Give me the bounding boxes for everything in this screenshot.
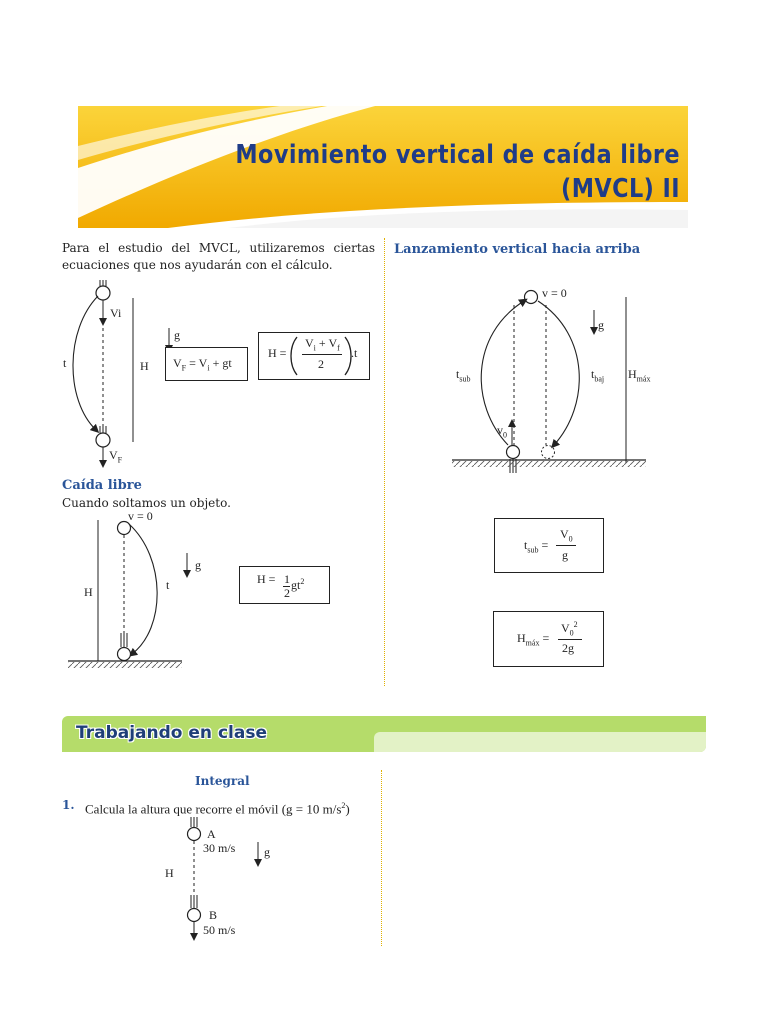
- ball-b: [188, 909, 201, 922]
- label-g: g: [264, 845, 270, 859]
- gravity-arrow-icon: [182, 553, 194, 579]
- paren-left-icon: [289, 335, 299, 377]
- label-v-top: v = 0: [542, 286, 567, 300]
- equation-height-num: $V_i + V_f$: [305, 336, 340, 353]
- label-H: H: [140, 359, 149, 373]
- equation-velocity: $V_F = V_i$ + gt: [173, 356, 232, 373]
- label-v0: v = 0: [128, 509, 153, 523]
- equation-height-tail: .t: [351, 346, 358, 360]
- equation-height-lhs: H =: [268, 346, 287, 360]
- section-heading-caida-libre: Caída libre: [62, 478, 142, 493]
- ball-bottom: [118, 648, 131, 661]
- ball-a: [188, 828, 201, 841]
- label-vi: Vi: [110, 306, 122, 320]
- fraction-bar: [556, 545, 576, 546]
- column-divider-bottom: [381, 770, 382, 946]
- label-v0: $v_0$: [497, 423, 507, 440]
- section-integral: Integral: [195, 774, 250, 788]
- label-vb: 50 m/s: [203, 923, 236, 937]
- fraction-bar: [558, 639, 582, 640]
- question-text: Calcula la altura que recorre el móvil (g = 10 $m/s^2$): [85, 801, 350, 817]
- ball-top: [96, 286, 110, 300]
- section-title-trabajando: Trabajando en clase: [76, 723, 267, 743]
- label-t: t: [63, 356, 67, 370]
- column-divider: [384, 238, 385, 686]
- label-vf: $V_F$: [109, 448, 123, 465]
- equation-hmax-num: $V_0^2$: [561, 620, 578, 638]
- intro-text: Para el estudio del MVCL, utilizaremos ciertas ecuaciones que nos ayudarán con el cálculo.: [62, 241, 375, 272]
- page-title-line1: Movimiento vertical de caída libre: [235, 140, 680, 170]
- label-t: t: [166, 578, 170, 592]
- ball-bottom: [507, 446, 520, 459]
- equation-tsub-num: $V_0$: [560, 527, 573, 544]
- label-tsub: $t_{sub}$: [456, 367, 471, 384]
- label-b: B: [209, 908, 218, 922]
- caida-subtitle: Cuando soltamos un objeto.: [62, 496, 231, 510]
- equation-hmax-lhs: $H_{máx}$ =: [517, 631, 550, 648]
- equation-free-fall: H =: [257, 572, 276, 586]
- equation-height-den: 2: [318, 357, 324, 371]
- section-heading-lanzamiento: Lanzamiento vertical hacia arriba: [394, 242, 641, 257]
- fraction-bar: [302, 354, 342, 355]
- label-H: H: [165, 866, 174, 880]
- question-number: 1.: [62, 798, 75, 812]
- label-g: g: [195, 558, 201, 572]
- page-title-line2: (MVCL) II: [561, 174, 680, 204]
- equation-free-fall-num: 1: [284, 572, 290, 586]
- label-g: g: [598, 318, 604, 332]
- label-a: A: [207, 827, 216, 841]
- label-tbaj: $t_{baj}$: [591, 367, 605, 384]
- label-hmax: $H_{máx}$: [628, 367, 651, 384]
- equation-hmax-den: 2g: [562, 641, 574, 655]
- equation-free-fall-den: 2: [284, 586, 290, 600]
- equation-tsub-den: g: [562, 548, 568, 562]
- label-g: g: [174, 328, 180, 342]
- label-va: 30 m/s: [203, 841, 236, 855]
- equation-box-tsub: [494, 518, 604, 573]
- ball-top: [525, 291, 538, 304]
- equation-tsub-lhs: $t_{sub}$ =: [524, 538, 549, 555]
- equation-free-fall-tail: $gt^2$: [291, 577, 305, 592]
- section-band-light: [374, 732, 706, 752]
- label-H: H: [84, 585, 93, 599]
- ball-bottom: [96, 433, 110, 447]
